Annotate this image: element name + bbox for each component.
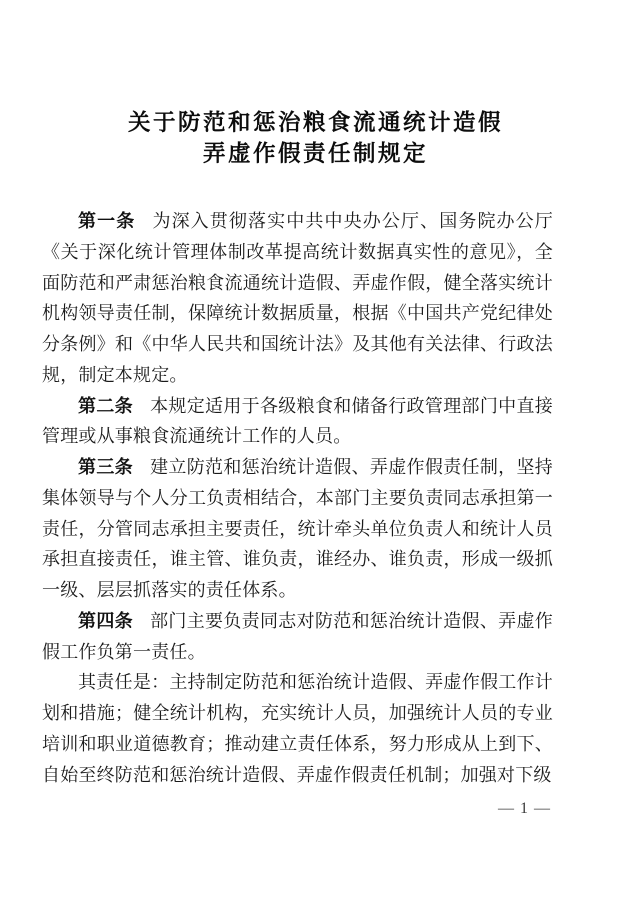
clause-text-3: 建立防范和惩治统计造假、弄虚作假责任制，坚持集体领导与个人分工负责相结合，本部门主要负责同志承担第一责任，分管同志承担主要责任，统计牵头单位负责人和统计人员承担直接责任，谁主管、谁负责，谁经办、谁负责，形成一级抓一级、层层抓落实的责任体系。 (42, 457, 553, 600)
clause-text-2: 本规定适用于各级粮食和储备行政管理部门中直接管理或从事粮食流通统计工作的人员。 (42, 395, 553, 447)
clause-label-1: 第一条 (78, 211, 136, 231)
clause-text-4: 部门主要负责同志对防范和惩治统计造假、弄虚作假工作负第一责任。 (42, 610, 553, 662)
body-paragraph-5 (42, 667, 553, 790)
clause-label-3: 第三条 (78, 457, 133, 477)
clause-label-2: 第二条 (78, 395, 133, 416)
clause-paragraph-1 (42, 206, 553, 391)
clause-text-5: 其责任是：主持制定防范和惩治统计造假、弄虚作假工作计划和措施；健全统计机构，充实统计人员，加强统计人员的专业培训和职业道德教育；推动建立责任体系，努力形成从上到下、自始至终防范和惩治统计造假、弄虚作假责任机制；加强对下级 (42, 672, 553, 785)
clause-label-4: 第四条 (78, 610, 133, 631)
clause-paragraph-3 (42, 452, 553, 606)
title-line-2: 弄虚作假责任制规定 (202, 141, 428, 166)
clause-text-1: 为深入贯彻落实中共中央办公厅、国务院办公厅《关于深化统计管理体制改革提高统计数据真实性的意见》，全面防范和严肃惩治粮食流通统计造假、弄虚作假，健全落实统计机构领导责任制，保障统计数据质量，根据《中国共产党纪律处分条例》和《中华人民共和国统计法》及其他有关法律、行政法规，制定本规定。 (42, 211, 553, 385)
title-line-1: 关于防范和惩治粮食流通统计造假 (127, 110, 503, 135)
page-number: — 1 — (498, 800, 551, 817)
document-title (0, 107, 631, 169)
clause-paragraph-4 (42, 606, 553, 668)
document-body (42, 206, 553, 790)
clause-paragraph-2 (42, 391, 553, 453)
